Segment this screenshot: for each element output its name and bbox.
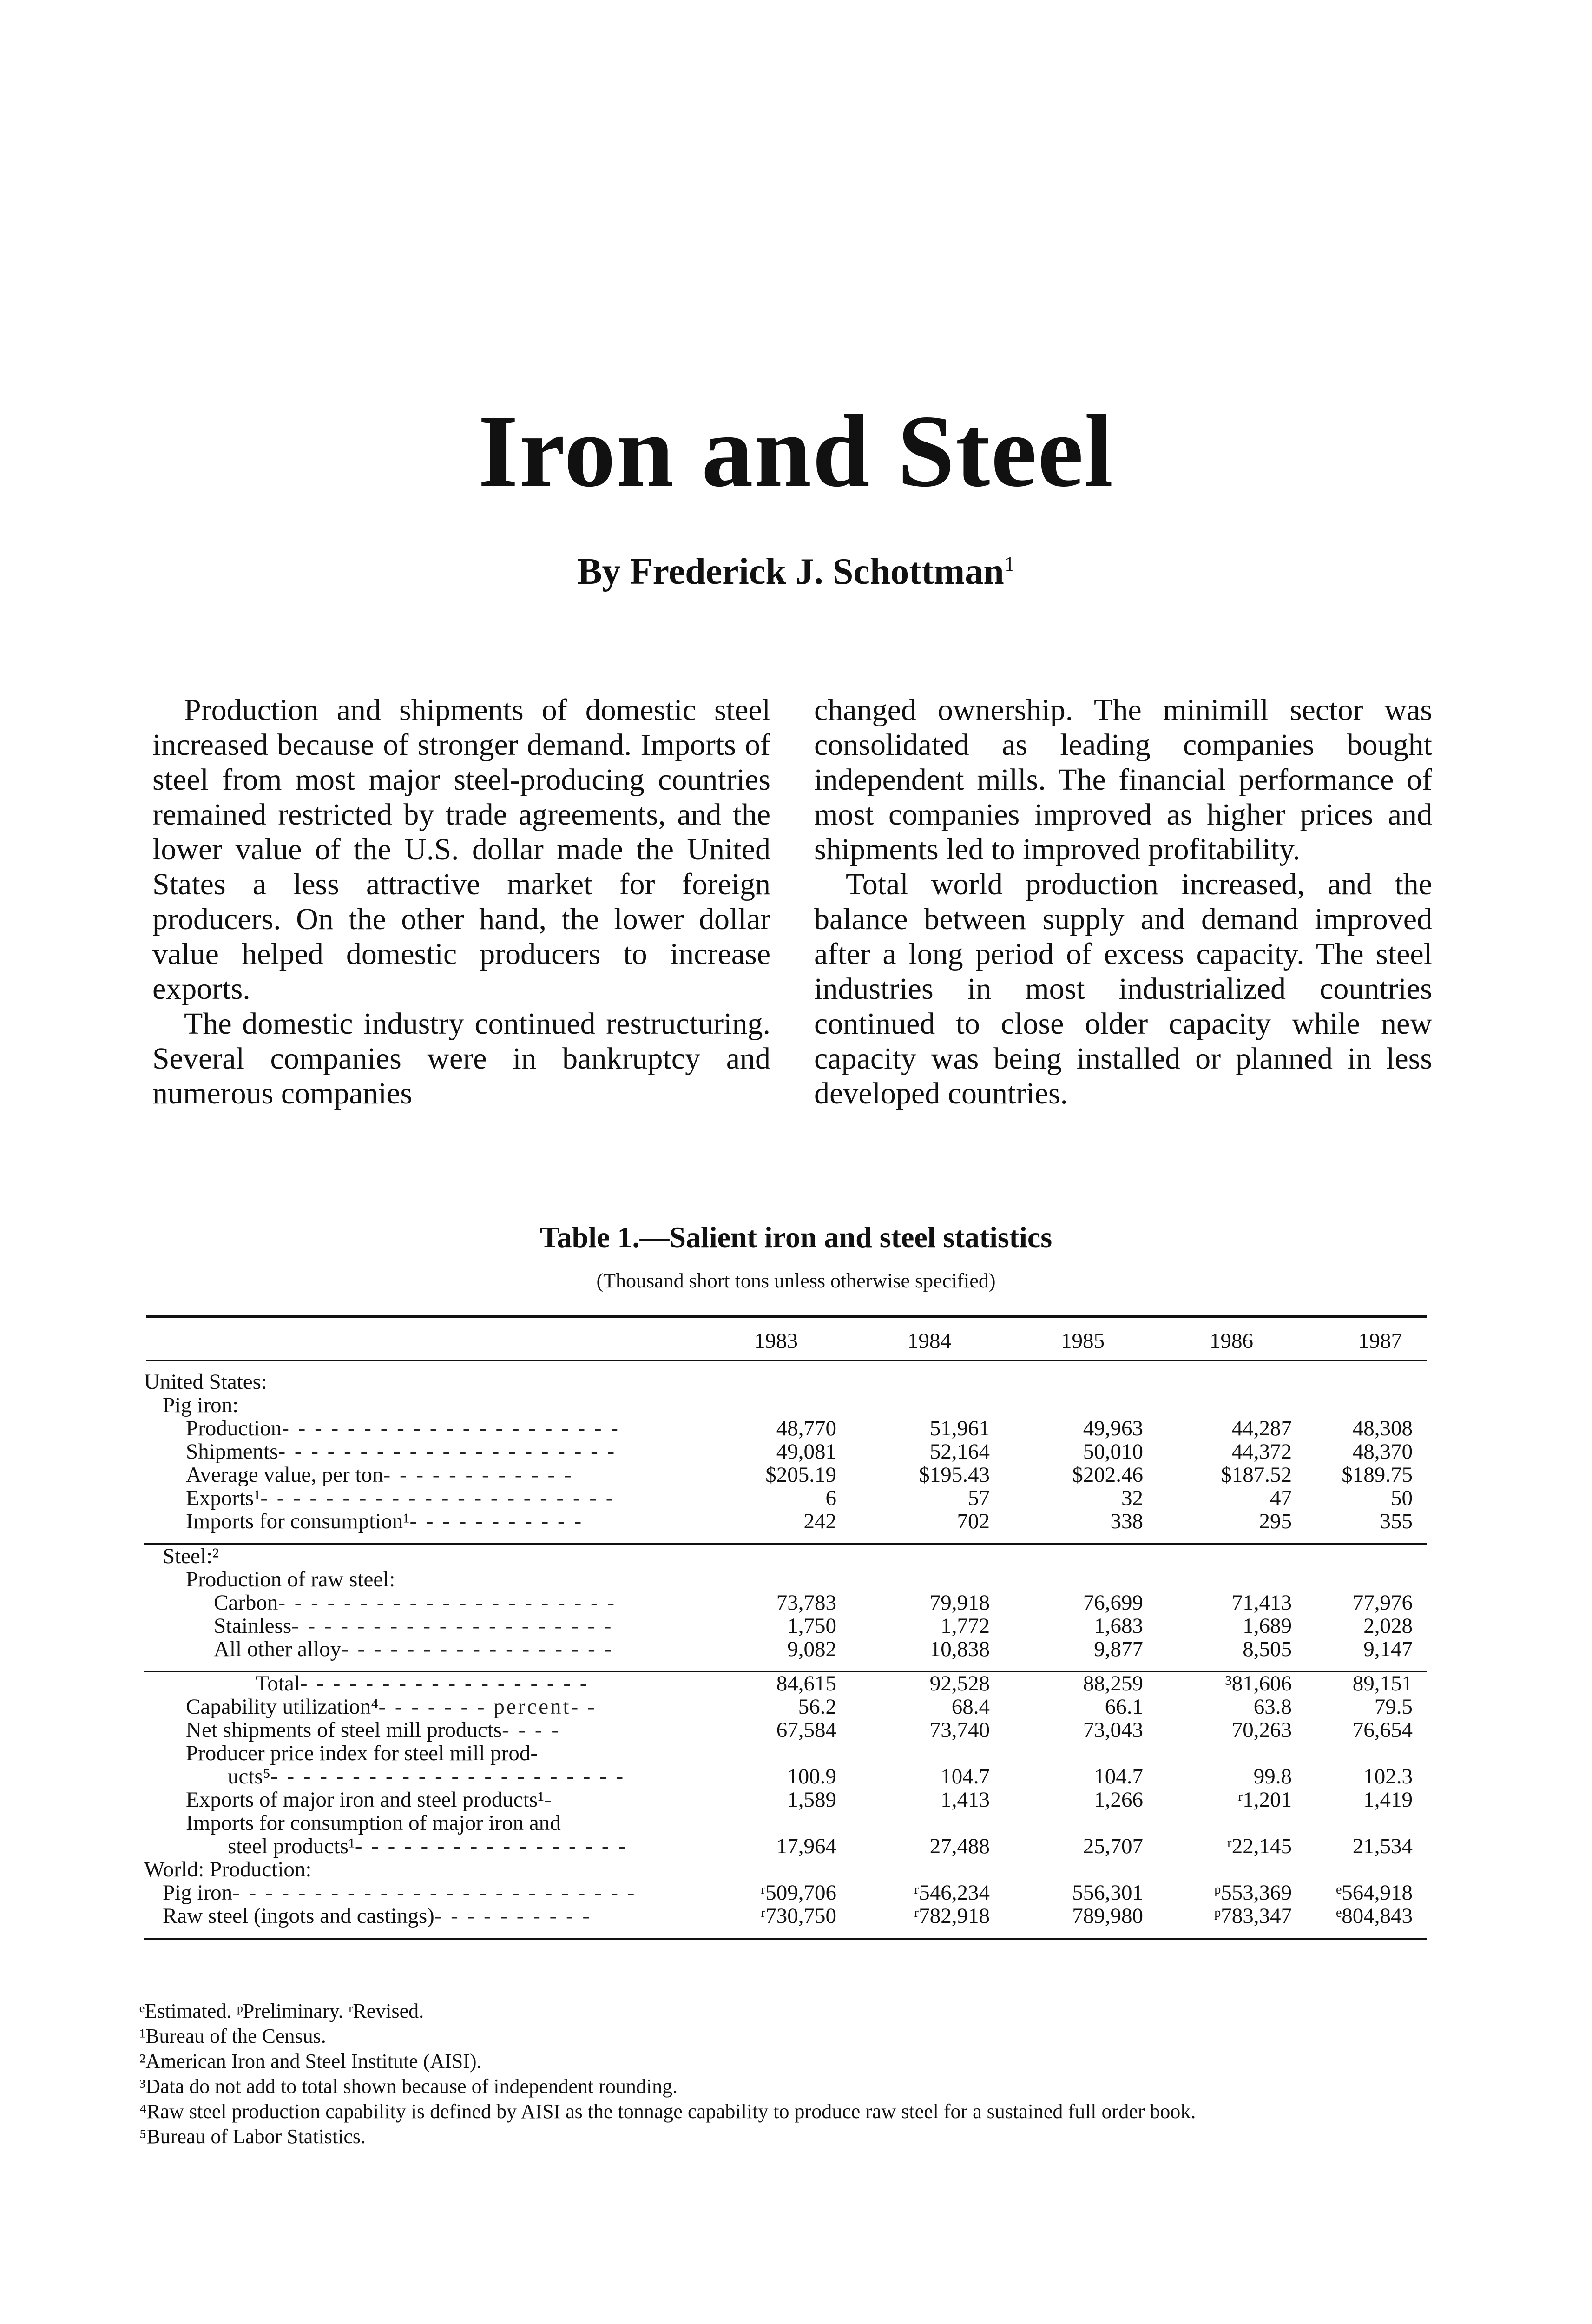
table-row — [144, 1788, 1427, 1811]
table-row — [144, 1568, 1427, 1591]
leader-dots: - - - - - - - percent- - — [378, 1695, 597, 1718]
cell-value: 50 — [1391, 1486, 1413, 1510]
cell-value: 67,584 — [776, 1718, 836, 1742]
table-row — [144, 1858, 1427, 1881]
cell-value: 92,528 — [929, 1671, 990, 1696]
row-label: Steel:² — [163, 1544, 219, 1568]
cell-value: 51,961 — [929, 1416, 990, 1440]
cell-value: 21,534 — [1352, 1834, 1413, 1858]
body-paragraph: The domestic industry continued restructuring. Several companies were in bankruptcy and numerous companies — [152, 1007, 770, 1110]
row-label: All other alloy — [214, 1637, 342, 1661]
table-row — [144, 1417, 1427, 1440]
table-row — [144, 1765, 1427, 1788]
leader-dots: - - - - - - - - - - - - - - - - - - - - - — [282, 1417, 620, 1440]
leader-dots: - - - - - - - - - - - - - - - - - - - - - — [278, 1591, 617, 1614]
table-row — [144, 1486, 1427, 1510]
cell-value: 32 — [1121, 1486, 1143, 1510]
year-header-1984: 1984 — [908, 1329, 951, 1353]
table-bottom-rule — [144, 1928, 1427, 1939]
leader-dots: - - - - - - - - - - - - - - - - - — [355, 1835, 627, 1858]
statistics-table — [144, 1370, 1427, 1940]
table-year-header — [0, 1328, 1592, 1356]
body-paragraph: Production and shipments of domestic steel increased because of stronger demand. Imports of steel from most major steel-producing countries remained restricted by trade agreements, and the lower value of the U.S. dollar made the United States a less attractive market for foreign producers. On the other hand, the lower dollar value helped domestic producers to increase exports. — [152, 693, 770, 1006]
cell-value: 44,287 — [1231, 1416, 1292, 1440]
cell-value: 79.5 — [1374, 1695, 1413, 1719]
footnote: ¹Bureau of the Census. — [139, 2025, 326, 2047]
cell-value: 63.8 — [1253, 1695, 1292, 1719]
row-label: Exports¹ — [186, 1486, 261, 1510]
leader-dots: - - - - — [502, 1718, 560, 1742]
cell-value: ᵖ783,347 — [1214, 1904, 1292, 1928]
cell-value: 76,654 — [1352, 1718, 1413, 1742]
cell-value: 88,259 — [1083, 1671, 1143, 1696]
cell-value: 1,683 — [1094, 1614, 1143, 1638]
cell-value: $189.75 — [1342, 1463, 1413, 1487]
body-column-right — [814, 693, 1432, 1111]
author-byline — [0, 551, 1592, 593]
cell-value: 1,689 — [1243, 1614, 1292, 1638]
cell-value: 99.8 — [1253, 1764, 1292, 1789]
cell-value: 1,589 — [787, 1788, 836, 1812]
cell-value: 56.2 — [798, 1695, 836, 1719]
cell-value: $205.19 — [765, 1463, 836, 1487]
leader-dots: - - - - - - - - - - - - - - - - - - - - - - — [270, 1765, 625, 1788]
row-label: Production of raw steel: — [186, 1568, 395, 1591]
footnote: ³Data do not add to total shown because of independent rounding. — [139, 2075, 678, 2098]
year-header-1987: 1987 — [1358, 1329, 1402, 1353]
table-row — [144, 1671, 1427, 1695]
cell-value: ʳ22,145 — [1227, 1834, 1292, 1858]
cell-value: ᵉ564,918 — [1336, 1881, 1413, 1905]
year-header-1985: 1985 — [1061, 1329, 1105, 1353]
row-label: Production — [186, 1417, 282, 1440]
table-row — [144, 1637, 1427, 1661]
cell-value: ʳ509,706 — [761, 1881, 836, 1905]
table-row — [144, 1510, 1427, 1533]
cell-value: 10,838 — [929, 1637, 990, 1661]
cell-value: 9,147 — [1363, 1637, 1413, 1661]
cell-value: ʳ730,750 — [761, 1904, 836, 1928]
cell-value: 702 — [957, 1509, 990, 1533]
leader-dots: - - - - - - - - - - — [434, 1904, 592, 1928]
cell-value: 48,370 — [1352, 1439, 1413, 1464]
year-header-1986: 1986 — [1210, 1329, 1253, 1353]
table-row — [144, 1393, 1427, 1417]
leader-dots: - - - - - - - - - - - - - - - - - - - - - - — [260, 1486, 615, 1510]
cell-value: 48,308 — [1352, 1416, 1413, 1440]
footnote: ⁴Raw steel production capability is defined by AISI as the tonnage capability to produce raw steel for a sustained full order book. — [139, 2100, 1196, 2123]
row-label: Pig iron — [163, 1881, 233, 1904]
cell-value: 77,976 — [1352, 1591, 1413, 1615]
cell-value: $187.52 — [1221, 1463, 1292, 1487]
row-label: Capability utilization⁴ — [186, 1695, 379, 1718]
table-row — [144, 1835, 1427, 1858]
cell-value: 48,770 — [776, 1416, 836, 1440]
table-row — [144, 1742, 1427, 1765]
cell-value: 57 — [968, 1486, 990, 1510]
year-header-1983: 1983 — [754, 1329, 798, 1353]
article-title: Iron and Steel — [478, 394, 1114, 508]
table-title: Table 1.—Salient iron and steel statistics — [539, 1221, 1053, 1254]
cell-value: 27,488 — [929, 1834, 990, 1858]
cell-value: 73,740 — [929, 1718, 990, 1742]
table-row — [144, 1370, 1427, 1393]
cell-value: ᵖ553,369 — [1214, 1881, 1292, 1905]
table-row — [144, 1591, 1427, 1614]
cell-value: 6 — [825, 1486, 836, 1510]
table-row — [144, 1463, 1427, 1486]
cell-value: 9,082 — [787, 1637, 836, 1661]
cell-value: 73,043 — [1083, 1718, 1143, 1742]
cell-value: 8,505 — [1243, 1637, 1292, 1661]
cell-value: 17,964 — [776, 1834, 836, 1858]
table-row — [144, 1440, 1427, 1463]
cell-value: 789,980 — [1072, 1904, 1143, 1928]
cell-value: 68.4 — [951, 1695, 990, 1719]
cell-value: 295 — [1259, 1509, 1292, 1533]
body-paragraph: changed ownership. The minimill sector was consolidated as leading companies bought independent mills. The financial performance of most companies improved as higher prices and shipments led to improved profitability. — [814, 693, 1432, 866]
author-footnote-marker: 1 — [1004, 552, 1015, 576]
cell-value: 242 — [803, 1509, 836, 1533]
leader-dots: - — [544, 1788, 553, 1811]
footnote: ²American Iron and Steel Institute (AISI). — [139, 2050, 482, 2073]
author-name: By Frederick J. Schottman — [577, 551, 1004, 592]
cell-value: ᵉ804,843 — [1336, 1904, 1413, 1928]
cell-value: 44,372 — [1231, 1439, 1292, 1464]
row-label: ucts⁵ — [228, 1765, 271, 1788]
cell-value: 104.7 — [941, 1764, 990, 1789]
row-label: Imports for consumption¹ — [186, 1510, 410, 1533]
cell-value: 1,419 — [1363, 1788, 1413, 1812]
cell-value: 1,413 — [941, 1788, 990, 1812]
table-footnotes — [139, 1999, 1441, 2149]
cell-value: 66.1 — [1105, 1695, 1143, 1719]
row-label: Net shipments of steel mill products — [186, 1718, 502, 1742]
row-label: United States: — [144, 1370, 267, 1393]
cell-value: 84,615 — [776, 1671, 836, 1696]
cell-value: 102.3 — [1363, 1764, 1413, 1789]
cell-value: 70,263 — [1231, 1718, 1292, 1742]
cell-value: 25,707 — [1083, 1834, 1143, 1858]
table-row — [144, 1811, 1427, 1835]
table-subtotal-rule — [144, 1661, 1427, 1671]
table-subtitle: (Thousand short tons unless otherwise specified) — [596, 1269, 996, 1292]
cell-value: 47 — [1270, 1486, 1292, 1510]
table-row — [144, 1718, 1427, 1742]
cell-value: 49,081 — [776, 1439, 836, 1464]
cell-value: 50,010 — [1083, 1439, 1143, 1464]
cell-value: 1,772 — [941, 1614, 990, 1638]
cell-value: 52,164 — [929, 1439, 990, 1464]
cell-value: 49,963 — [1083, 1416, 1143, 1440]
cell-value: ʳ546,234 — [914, 1881, 990, 1905]
row-label: Shipments — [186, 1440, 278, 1463]
table-row — [144, 1544, 1427, 1568]
row-label: Exports of major iron and steel products¹ — [186, 1788, 545, 1811]
table-separator — [144, 1533, 1427, 1544]
table-row — [144, 1881, 1427, 1904]
body-paragraph: Total world production increased, and the balance between supply and demand improved after a long period of excess capacity. The steel industries in most industrialized countries continued to close older capacity while new capacity was being installed or planned in less developed countries. — [814, 867, 1432, 1110]
leader-dots: - - - - - - - - - - - — [409, 1510, 584, 1533]
cell-value: 89,151 — [1352, 1671, 1413, 1696]
cell-value: 100.9 — [787, 1764, 836, 1789]
cell-value: $202.46 — [1072, 1463, 1143, 1487]
cell-value: 79,918 — [929, 1591, 990, 1615]
cell-value: 9,877 — [1094, 1637, 1143, 1661]
cell-value: 73,783 — [776, 1591, 836, 1615]
cell-value: 338 — [1110, 1509, 1143, 1533]
row-label: Total — [256, 1671, 300, 1695]
cell-value: ʳ1,201 — [1238, 1788, 1292, 1812]
leader-dots: - - - - - - - - - - - - - - - - - — [341, 1637, 614, 1661]
body-column-left — [152, 693, 770, 1111]
row-label: Pig iron: — [163, 1393, 239, 1417]
footnote: ᵉEstimated. ᵖPreliminary. ʳRevised. — [139, 2000, 424, 2022]
table-row — [144, 1904, 1427, 1928]
row-label: Raw steel (ingots and castings) — [163, 1904, 434, 1928]
leader-dots: - - - - - - - - - - - - - - - - - - - - - - - - - — [232, 1881, 637, 1904]
leader-dots: - - - - - - - - - - - - — [383, 1463, 573, 1486]
cell-value: ʳ782,918 — [914, 1904, 990, 1928]
cell-value: 104.7 — [1094, 1764, 1143, 1789]
leader-dots: - - - - - - - - - - - - - - - - - - — [300, 1671, 589, 1695]
cell-value: 1,750 — [787, 1614, 836, 1638]
row-label: World: Production: — [144, 1858, 312, 1881]
cell-value: ³81,606 — [1225, 1671, 1292, 1696]
footnote: ⁵Bureau of Labor Statistics. — [139, 2125, 366, 2148]
table-row — [144, 1695, 1427, 1718]
cell-value: 556,301 — [1072, 1881, 1143, 1905]
leader-dots: - - - - - - - - - - - - - - - - - - - - - — [278, 1440, 617, 1463]
cell-value: 1,266 — [1094, 1788, 1143, 1812]
cell-value: 355 — [1380, 1509, 1413, 1533]
row-label: Stainless — [214, 1614, 292, 1637]
table-header-rule — [146, 1360, 1427, 1361]
table-row — [144, 1614, 1427, 1637]
row-label: Carbon — [214, 1591, 278, 1614]
leader-dots: - - - - - - - - - - - - - - - - - - - - — [291, 1614, 613, 1637]
cell-value: 71,413 — [1231, 1591, 1292, 1615]
cell-value: 76,699 — [1083, 1591, 1143, 1615]
table-top-rule — [146, 1315, 1427, 1318]
cell-value: $195.43 — [919, 1463, 990, 1487]
row-label: Producer price index for steel mill prod- — [186, 1742, 538, 1765]
row-label: Imports for consumption of major iron and — [186, 1811, 561, 1835]
row-label: steel products¹ — [228, 1835, 355, 1858]
cell-value: 2,028 — [1363, 1614, 1413, 1638]
row-label: Average value, per ton — [186, 1463, 383, 1486]
